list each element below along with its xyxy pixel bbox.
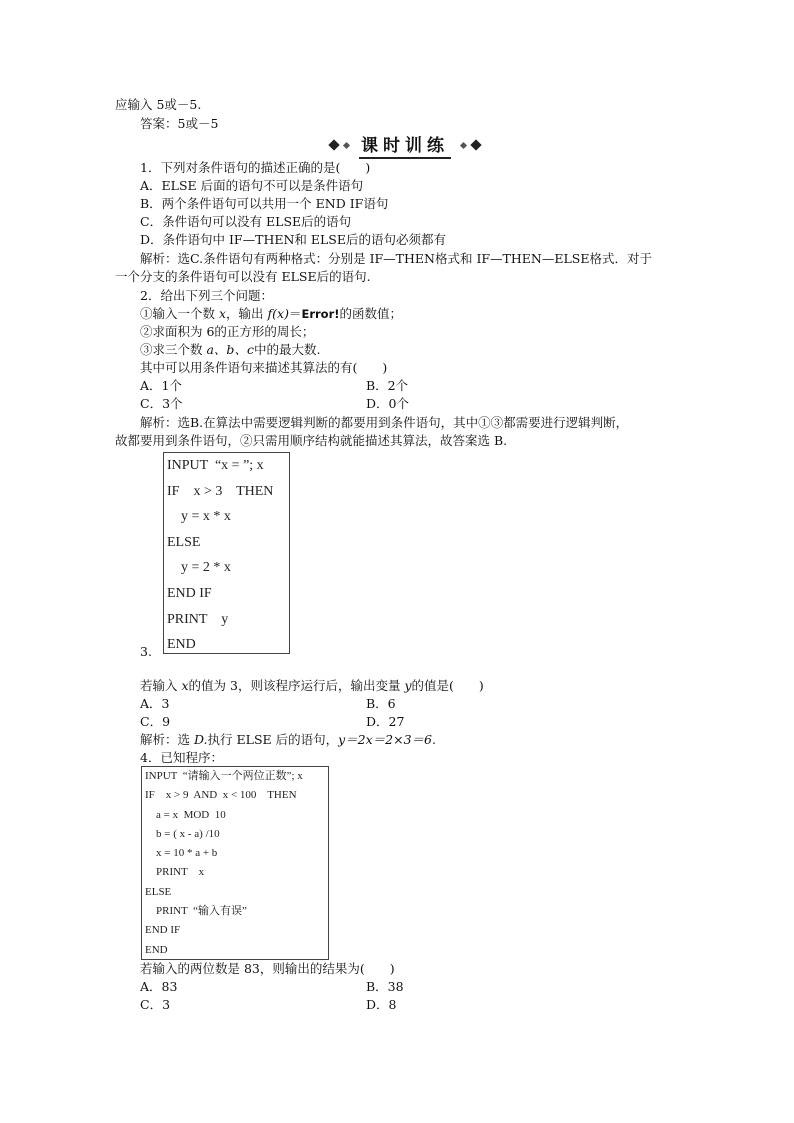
section-banner bbox=[330, 133, 480, 157]
diamond-icon bbox=[470, 139, 481, 150]
q3-option-c: C．9 bbox=[140, 714, 171, 729]
q3-code-box bbox=[163, 452, 290, 654]
code-line: END bbox=[167, 637, 196, 653]
code-line: END IF bbox=[167, 585, 212, 601]
q4-option-a: A．83 bbox=[140, 979, 178, 994]
code-line: END bbox=[145, 943, 168, 956]
q1-analysis-cont: 一个分支的条件语句可以没有 ELSE后的语句. bbox=[115, 269, 371, 284]
code-line: y = 2 * x bbox=[167, 560, 231, 576]
q2-question: 其中可以用条件语句来描述其算法的有( ) bbox=[140, 360, 388, 375]
q2-option-a: A．1个 bbox=[140, 378, 182, 393]
code-line: IF x > 3 THEN bbox=[167, 483, 274, 499]
code-line: x = 10 * a + b bbox=[145, 847, 218, 860]
diamond-small-icon bbox=[343, 141, 350, 148]
q3-analysis: 解析：选 D.执行 ELSE 后的语句，y＝2x＝2×3＝6. bbox=[140, 732, 436, 747]
code-line: ELSE bbox=[167, 534, 201, 550]
q3-number: 3. bbox=[140, 644, 152, 659]
code-line: PRINT x bbox=[145, 866, 205, 879]
code-line: y = x * x bbox=[167, 509, 231, 525]
q1-stem: 1．下列对条件语句的描述正确的是( ) bbox=[140, 160, 371, 175]
q2-item-3: ③求三个数 a、b、c中的最大数. bbox=[140, 342, 321, 357]
q3-option-a: A．3 bbox=[140, 696, 170, 711]
q2-option-b: B．2个 bbox=[366, 378, 409, 393]
q4-code-box bbox=[141, 766, 329, 960]
q4-option-d: D．8 bbox=[366, 997, 397, 1012]
q2-option-c: C．3个 bbox=[140, 396, 183, 411]
code-line: INPUT “x = ”; x bbox=[167, 458, 264, 473]
q2-option-d: D．0个 bbox=[366, 396, 409, 411]
diamond-small-icon bbox=[460, 141, 467, 148]
intro-answer: 答案：5或－5 bbox=[140, 116, 219, 131]
q4-option-b: B．38 bbox=[366, 979, 404, 994]
code-line: PRINT y bbox=[167, 611, 229, 627]
code-line: ELSE bbox=[145, 885, 172, 898]
q4-stem: 4．已知程序： bbox=[140, 750, 223, 765]
q1-option-b: B．两个条件语句可以共用一个 END IF语句 bbox=[140, 196, 389, 211]
q2-item-2: ②求面积为 6的正方形的周长； bbox=[140, 324, 315, 339]
q1-option-d: D．条件语句中 IF—THEN和 ELSE后的语句必须都有 bbox=[140, 232, 446, 247]
q2-analysis-cont: 故都要用到条件语句，②只需用顺序结构就能描述其算法，故答案选 B. bbox=[115, 433, 508, 448]
error-text: Error! bbox=[301, 307, 340, 321]
q4-question: 若输入的两位数是 83，则输出的结果为( ) bbox=[140, 961, 395, 976]
q1-option-c: C．条件语句可以没有 ELSE后的语句 bbox=[140, 214, 352, 229]
q4-option-c: C．3 bbox=[140, 997, 171, 1012]
q3-stem: 若输入 x的值为 3，则该程序运行后，输出变量 y的值是( ) bbox=[140, 678, 484, 693]
code-line: a = x MOD 10 bbox=[145, 808, 226, 821]
diamond-icon bbox=[328, 139, 339, 150]
q3-option-b: B．6 bbox=[366, 696, 396, 711]
q3-option-d: D．27 bbox=[366, 714, 405, 729]
q1-analysis: 解析：选C.条件语句有两种格式：分别是 IF—THEN格式和 IF—THEN—ELSE格式．对于 bbox=[140, 251, 652, 266]
code-line: INPUT “请输入一个两位正数”; x bbox=[145, 770, 303, 782]
code-line: b = ( x - a) /10 bbox=[145, 827, 220, 840]
q1-option-a: A．ELSE 后面的语句不可以是条件语句 bbox=[140, 178, 364, 193]
banner-title: 课时训练 bbox=[359, 131, 451, 159]
code-line: IF x > 9 AND x < 100 THEN bbox=[145, 789, 297, 802]
code-line: END IF bbox=[145, 924, 181, 937]
q2-stem: 2．给出下列三个问题： bbox=[140, 288, 273, 303]
q2-item-1: ①输入一个数 x，输出 f(x)＝Error!的函数值； bbox=[140, 306, 403, 321]
intro-line: 应输入 5或－5. bbox=[115, 97, 202, 112]
code-line: PRINT “输入有误” bbox=[145, 905, 247, 918]
q2-analysis: 解析：选B.在算法中需要逻辑判断的都要用到条件语句，其中①③都需要进行逻辑判断， bbox=[140, 415, 629, 430]
